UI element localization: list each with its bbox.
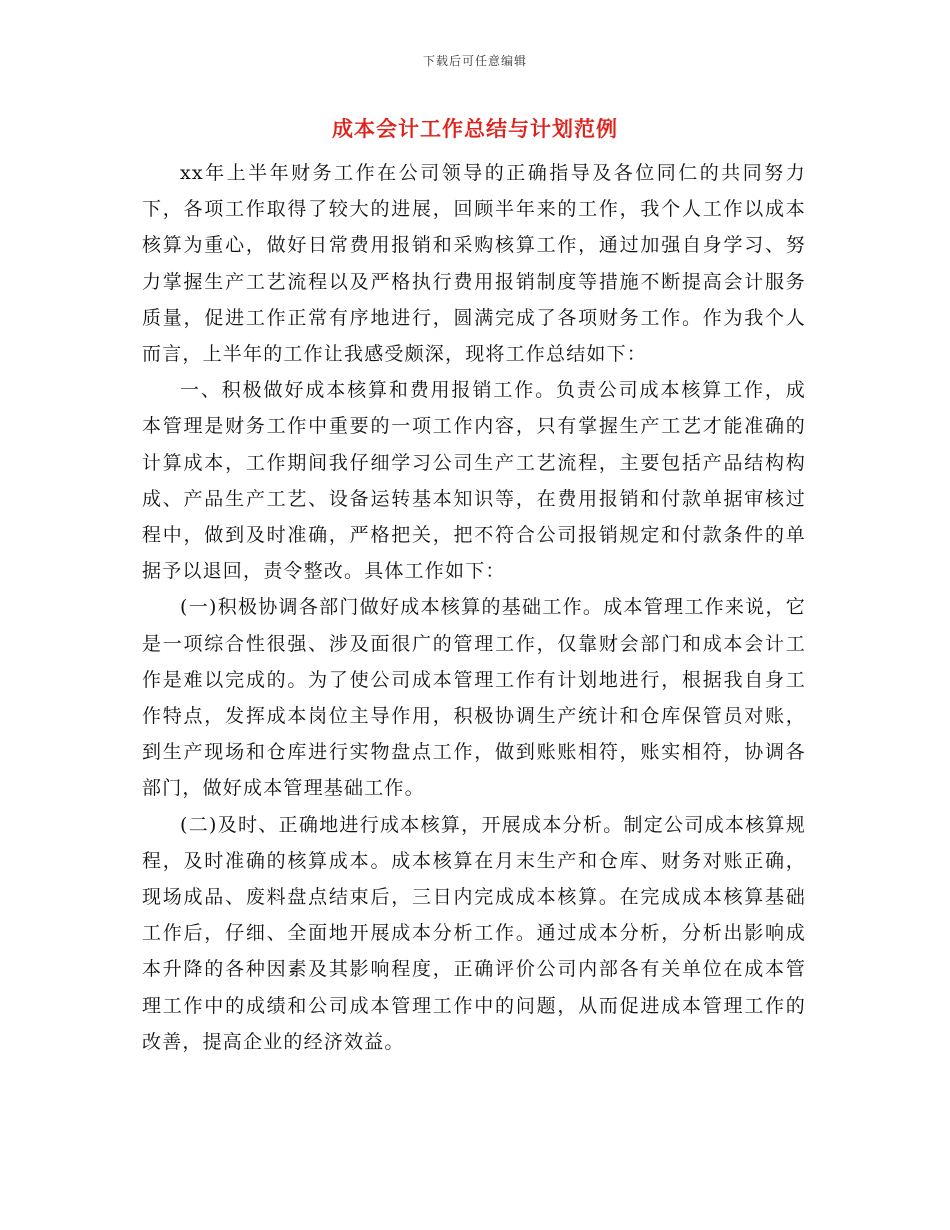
paragraph-subsection-one: (一)积极协调各部门做好成本核算的基础工作。成本管理工作来说，它是一项综合性很强、涉及面很广的管理工作，仅靠财会部门和成本会计工作是难以完成的。为了使公司成本管理工作有计划地进行，根据我自身工作特点，发挥成本岗位主导作用，积极协调生产统计和仓库保管员对账，到生产现场和仓库进行实物盘点工作，做到账账相符，账实相符，协调各部门，做好成本管理基础工作。 [142, 596, 806, 800]
document-body [142, 155, 806, 1060]
document-title: 成本会计工作总结与计划范例 [332, 116, 618, 141]
paragraph-subsection-two: (二)及时、正确地进行成本核算，开展成本分析。制定公司成本核算规程，及时准确的核算成本。成本核算在月末生产和仓库、财务对账正确，现场成品、废料盘点结束后，三日内完成成本核算。在完成成本核算基础工作后，仔细、全面地开展成本分析工作。通过成本分析，分析出影响成本升降的各种因素及其影响程度，正确评价公司内部各有关单位在成本管理工作中的成绩和公司成本管理工作中的问题，从而促进成本管理工作的改善，提高企业的经济效益。 [142, 813, 806, 1053]
paragraph-section-one: 一、积极做好成本核算和费用报销工作。负责公司成本核算工作，成本管理是财务工作中重要的一项工作内容，只有掌握生产工艺才能准确的计算成本，工作期间我仔细学习公司生产工艺流程，主要包括产品结构构成、产品生产工艺、设备运转基本知识等，在费用报销和付款单据审核过程中，做到及时准确，严格把关，把不符合公司报销规定和付款条件的单据予以退回，责令整改。具体工作如下： [142, 379, 806, 583]
header-note: 下载后可任意编辑 [422, 54, 527, 68]
paragraph-intro: xx年上半年财务工作在公司领导的正确指导及各位同仁的共同努力下，各项工作取得了较大的进展，回顾半年来的工作，我个人工作以成本核算为重心，做好日常费用报销和采购核算工作，通过加强自身学习、努力掌握生产工艺流程以及严格执行费用报销制度等措施不断提高会计服务质量，促进工作正常有序地进行，圆满完成了各项财务工作。作为我个人而言，上半年的工作让我感受颇深，现将工作总结如下： [142, 162, 806, 366]
